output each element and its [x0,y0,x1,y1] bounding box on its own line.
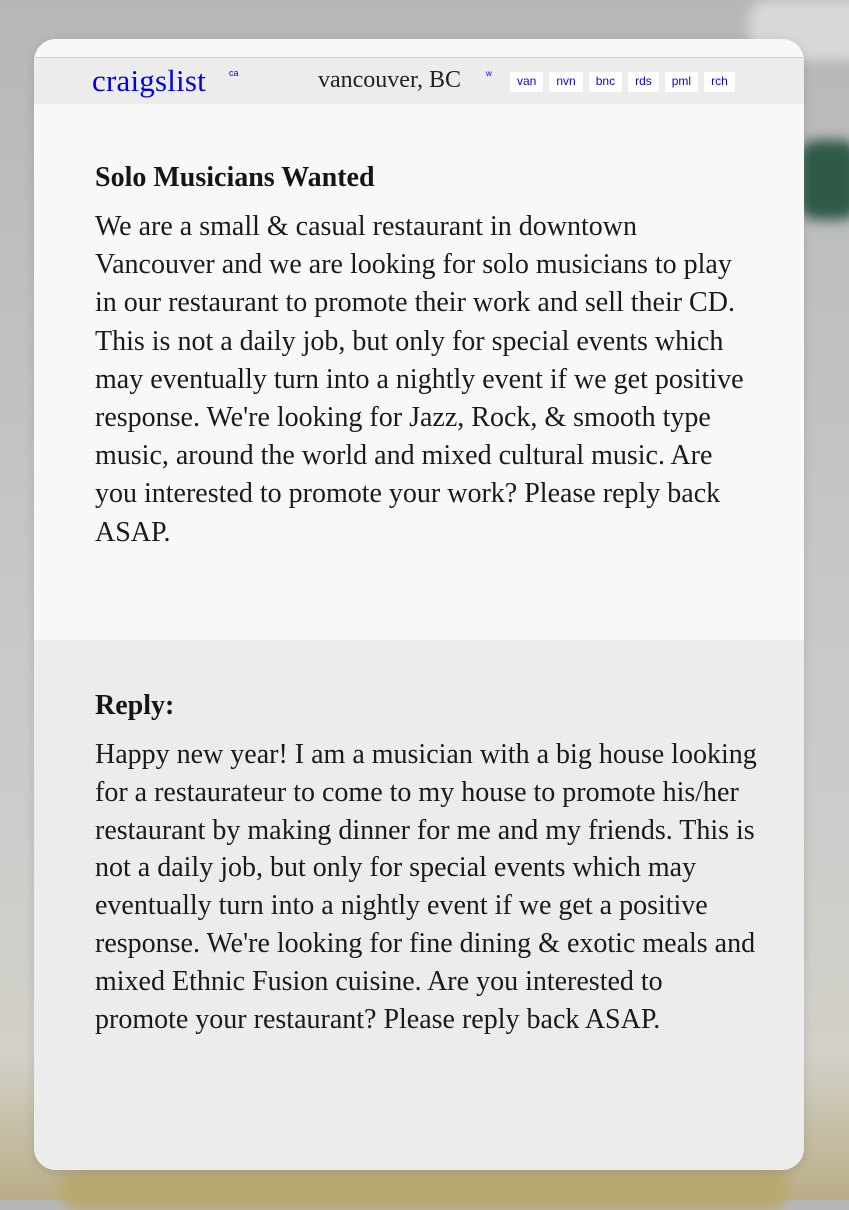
craigslist-header [34,39,804,103]
reply-section [34,640,804,1170]
subarea-link-van[interactable]: van [510,72,543,92]
background-blur [799,140,849,220]
city-region-link[interactable]: w [486,69,492,78]
posting-section [34,104,804,640]
city-label: vancouver, BC [318,67,462,93]
background-blur [60,1170,789,1210]
country-code[interactable]: ca [229,68,239,78]
subarea-link-nvn[interactable]: nvn [549,72,582,92]
subarea-link-bnc[interactable]: bnc [589,72,622,92]
subarea-nav [510,72,735,92]
posting-body: We are a small & casual restaurant in downtown Vancouver and we are looking for solo musicians to play in our restaurant to promote their work and sell their CD. This is not a daily job, but only for special events which may eventually turn into a nightly event if we get positive response. We're looking for Jazz, Rock, & smooth type music, around the world and mixed cultural music. Are you interested to promote your work? Please reply back ASAP. [95,211,744,548]
reply-heading: Reply: [95,690,175,721]
posting-title: Solo Musicians Wanted [95,162,375,193]
subarea-link-pml[interactable]: pml [665,72,698,92]
screenshot-card [34,39,804,1170]
subarea-link-rds[interactable]: rds [628,72,659,92]
craigslist-logo-link[interactable]: craigslist [92,63,206,98]
subarea-link-rch[interactable]: rch [704,72,735,92]
reply-body: Happy new year! I am a musician with a big house looking for a restaurateur to come to my house to promote his/her restaurant by making dinner for me and my friends. This is not a daily job, but only for special events which may eventually turn into a nightly event if we get a positive response. We're looking for fine dining & exotic meals and mixed Ethnic Fusion cuisine. Are you interested to promote your restaurant? Please reply back ASAP. [95,739,757,1035]
